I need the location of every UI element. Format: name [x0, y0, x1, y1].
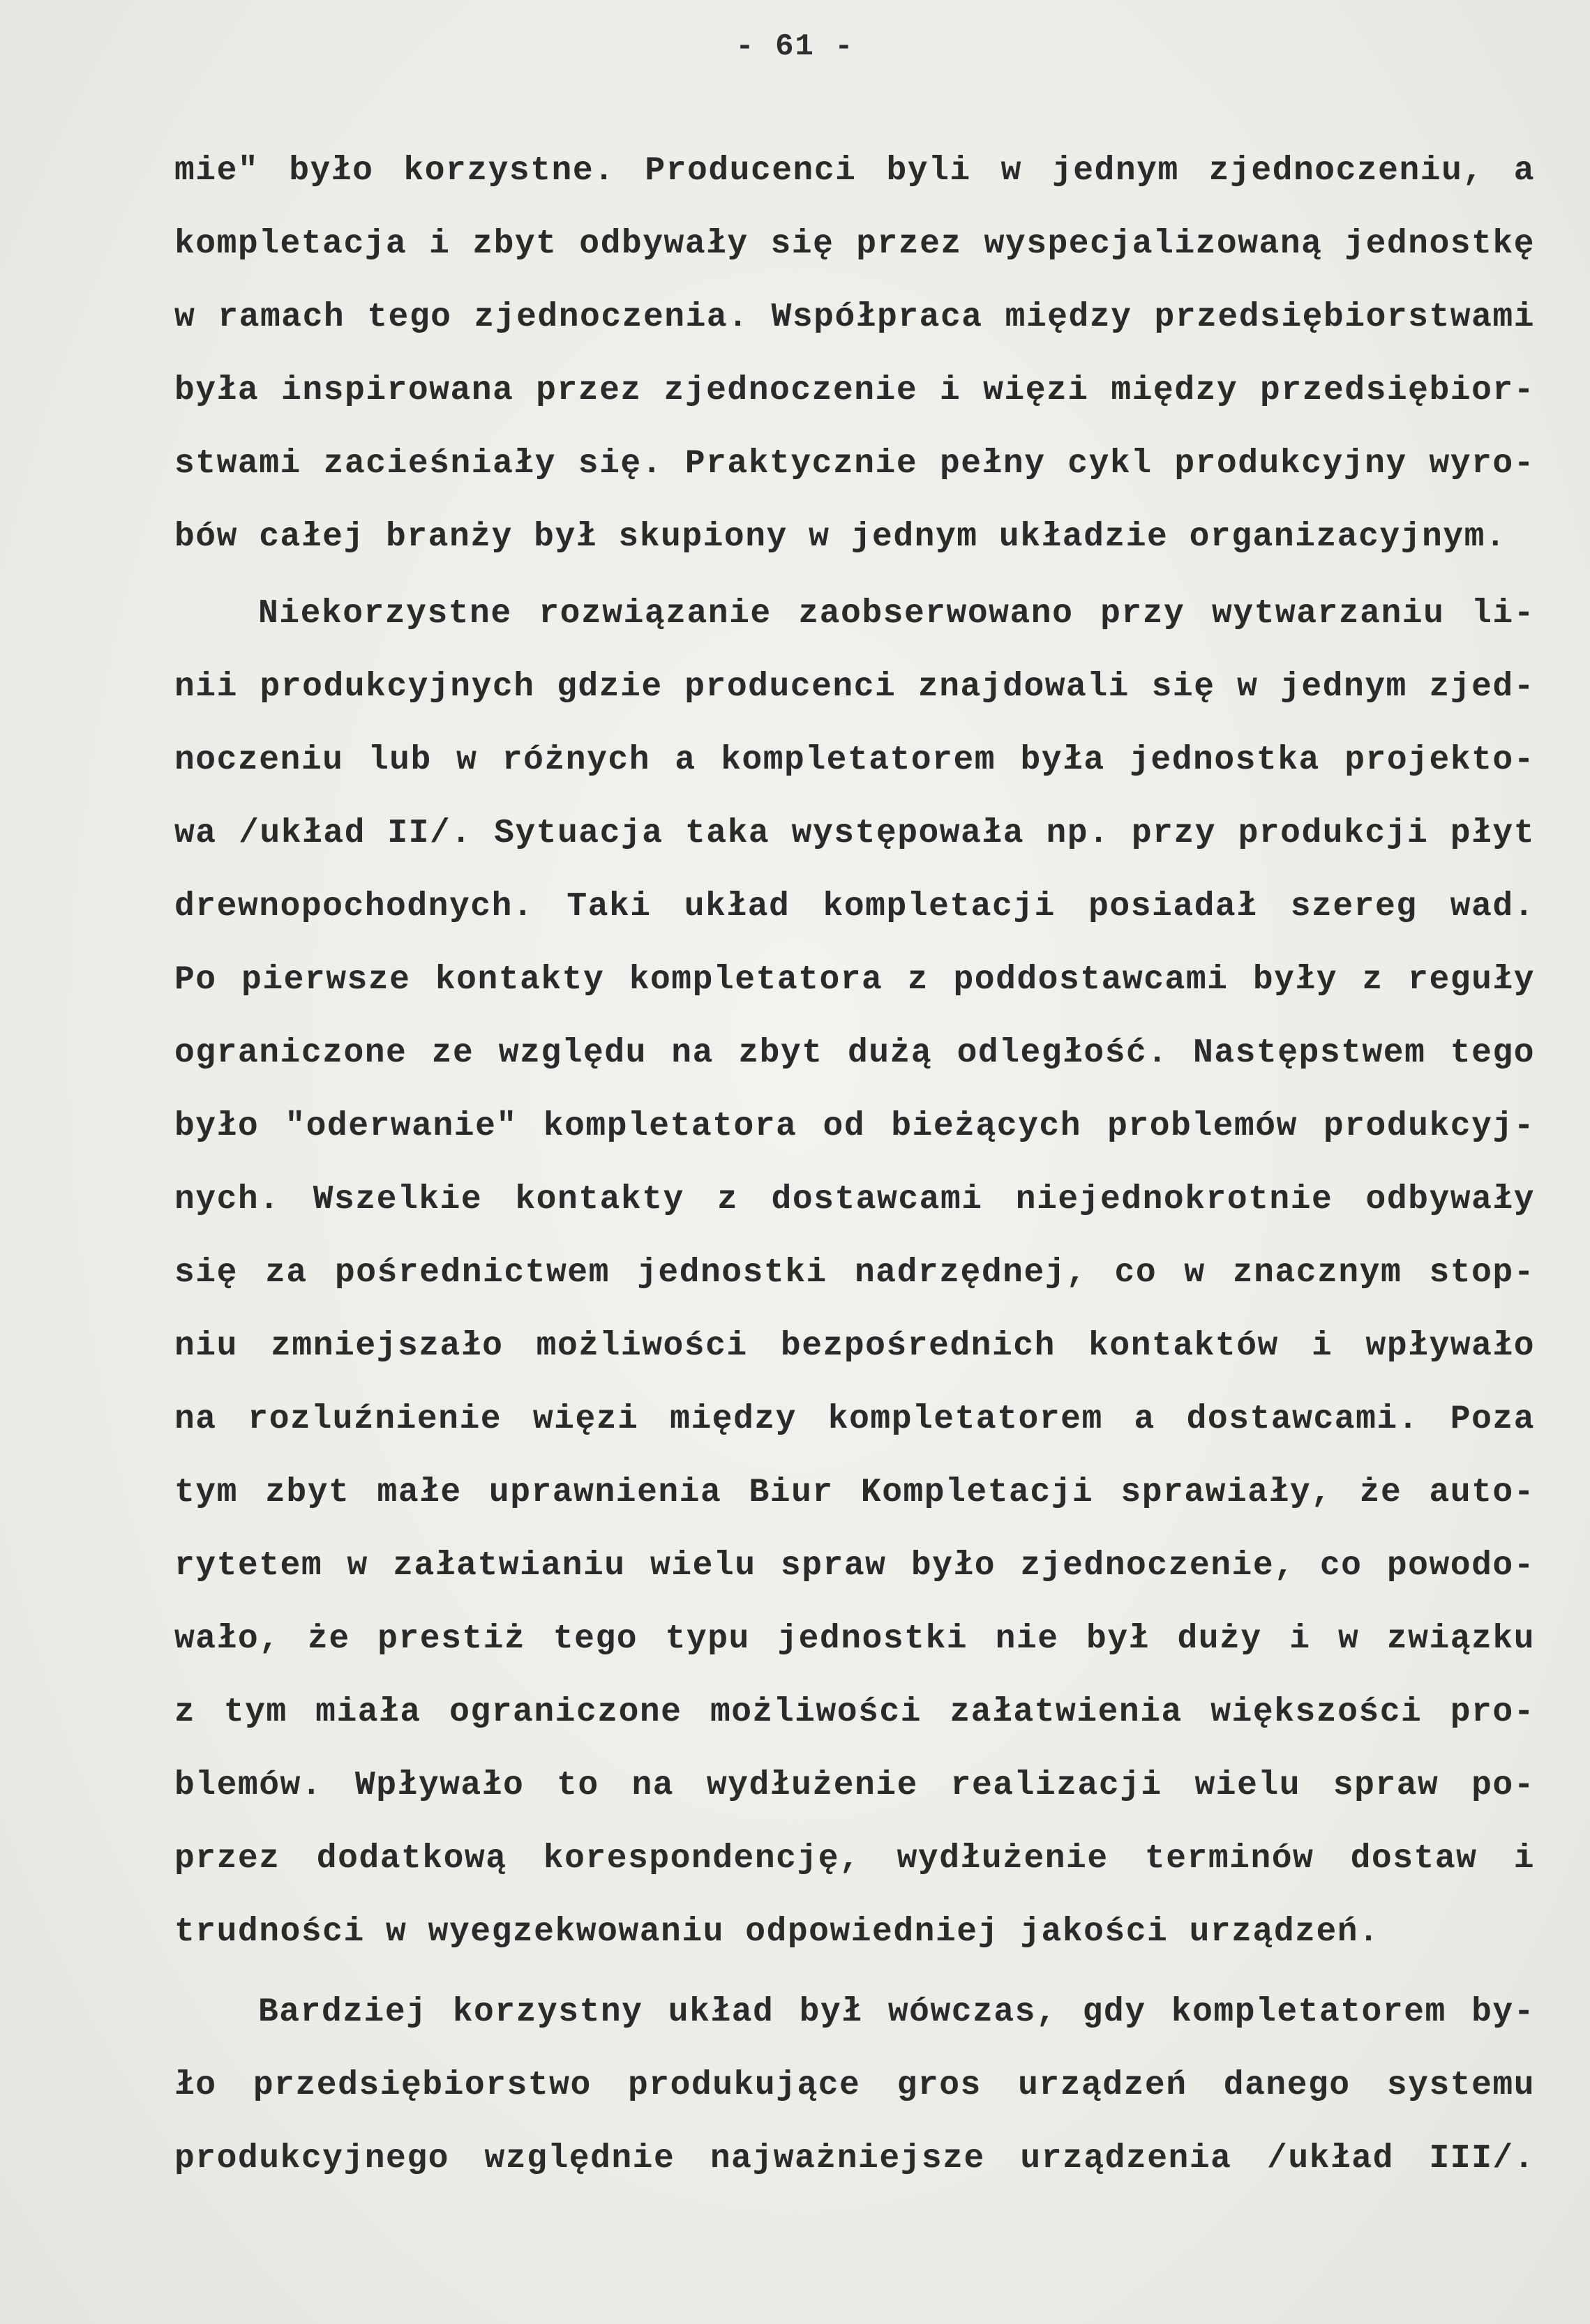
text-line: w ramach tego zjednoczenia. Współpraca między przedsiębiorstwami: [174, 299, 1535, 336]
text-line: niu zmniejszało możliwości bezpośrednich kontaktów i wpływało: [174, 1327, 1535, 1365]
text-line: z tym miała ograniczone możliwości załatwienia większości pro-: [174, 1693, 1535, 1731]
text-line: produkcyjnego względnie najważniejsze urządzenia /układ III/.: [174, 2140, 1535, 2178]
text-line: nych. Wszelkie kontakty z dostawcami niejednokrotnie odbywały: [174, 1181, 1535, 1218]
text-line: Niekorzystne rozwiązanie zaobserwowano przy wytwarzaniu li-: [258, 595, 1535, 633]
text-line: tym zbyt małe uprawnienia Biur Kompletacji sprawiały, że auto-: [174, 1474, 1535, 1511]
text-line: wa /układ II/. Sytuacja taka występowała np. przy produkcji płyt: [174, 815, 1535, 852]
text-line: wało, że prestiż tego typu jednostki nie był duży i w związku: [174, 1620, 1535, 1658]
text-line: była inspirowana przez zjednoczenie i więzi między przedsiębior-: [174, 372, 1535, 409]
text-line: było "oderwanie" kompletatora od bieżących problemów produkcyj-: [174, 1108, 1535, 1145]
text-line: na rozluźnienie więzi między kompletatorem a dostawcami. Poza: [174, 1401, 1535, 1438]
text-line: drewnopochodnych. Taki układ kompletacji posiadał szereg wad.: [174, 888, 1535, 926]
page-number: - 61 -: [735, 29, 855, 64]
text-line: trudności w wyegzekwowaniu odpowiedniej jakości urządzeń.: [174, 1913, 1380, 1951]
text-line: ograniczone ze względu na zbyt dużą odległość. Następstwem tego: [174, 1034, 1535, 1072]
text-line: przez dodatkową korespondencję, wydłużenie terminów dostaw i: [174, 1840, 1535, 1878]
text-line: Po pierwsze kontakty kompletatora z poddostawcami były z reguły: [174, 961, 1535, 999]
text-line: nii produkcyjnych gdzie producenci znajdowali się w jednym zjed-: [174, 668, 1535, 706]
text-line: mie" było korzystne. Producenci byli w jednym zjednoczeniu, a: [174, 152, 1535, 190]
text-line: ło przedsiębiorstwo produkujące gros urządzeń danego systemu: [174, 2067, 1535, 2104]
text-line: stwami zacieśniały się. Praktycznie pełny cykl produkcyjny wyro-: [174, 445, 1535, 483]
text-line: bów całej branży był skupiony w jednym układzie organizacyjnym.: [174, 518, 1507, 556]
text-line: się za pośrednictwem jednostki nadrzędnej, co w znacznym stop-: [174, 1254, 1535, 1292]
text-line: rytetem w załatwianiu wielu spraw było zjednoczenie, co powodo-: [174, 1547, 1535, 1585]
text-line: kompletacja i zbyt odbywały się przez wyspecjalizowaną jednostkę: [174, 225, 1535, 263]
text-line: noczeniu lub w różnych a kompletatorem była jednostka projekto-: [174, 741, 1535, 779]
text-line: blemów. Wpływało to na wydłużenie realizacji wielu spraw po-: [174, 1767, 1535, 1804]
text-line: Bardziej korzystny układ był wówczas, gdy kompletatorem by-: [258, 1993, 1535, 2031]
